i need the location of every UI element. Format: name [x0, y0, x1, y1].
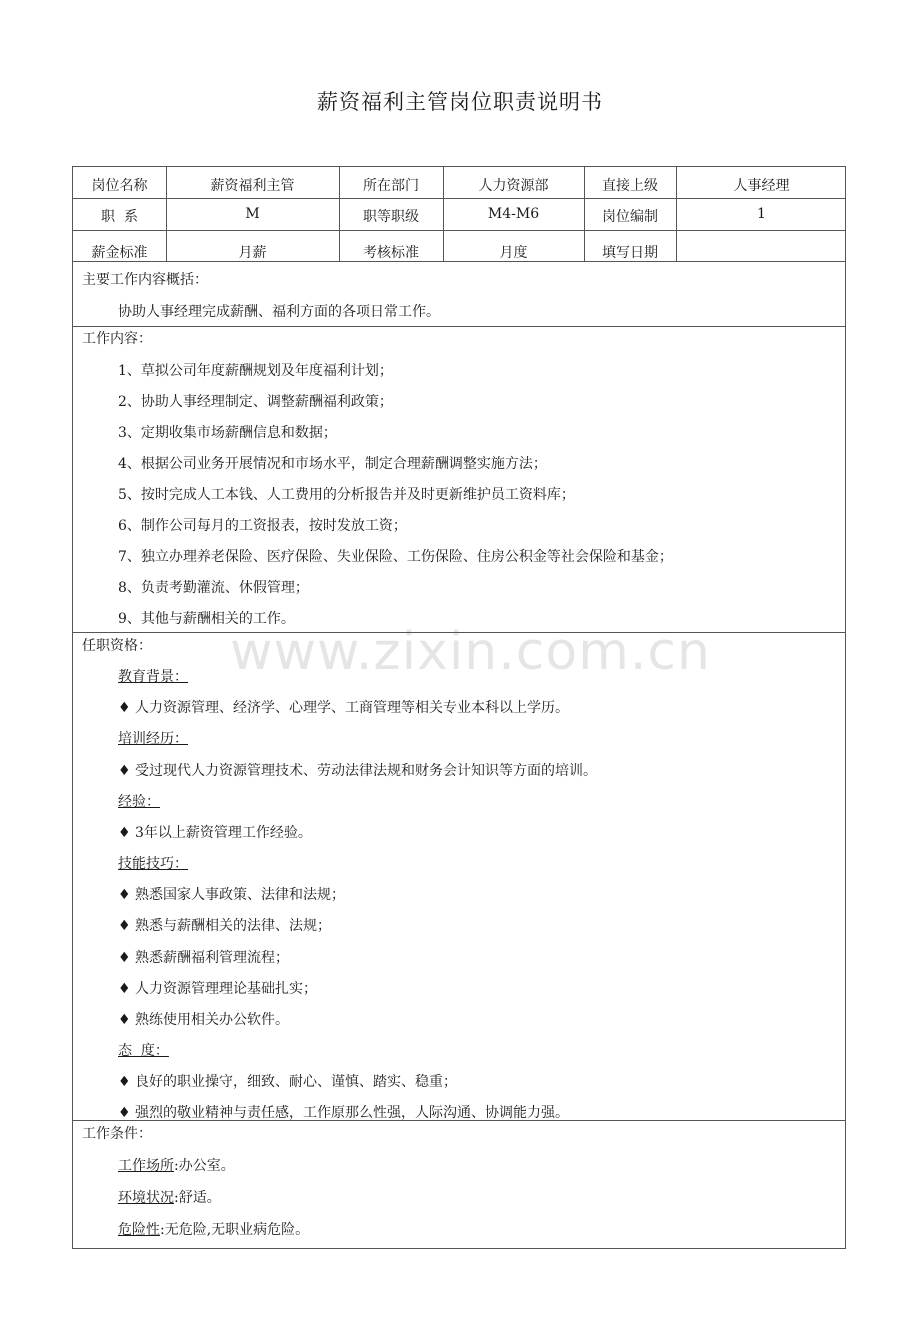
duty-item: 3、定期收集市场薪酬信息和数据； — [118, 425, 337, 441]
summary-text: 协助人事经理完成薪酬、福利方面的各项日常工作。 — [118, 304, 440, 320]
skill-item: ♦ 熟练使用相关办公软件。 — [118, 1012, 290, 1028]
value-salary-standard: 月薪 — [238, 245, 267, 261]
risk-value: :无危险,无职业病危险。 — [160, 1222, 310, 1238]
label-position-name: 岗位名称 — [91, 178, 148, 194]
skill-item: ♦ 熟悉国家人事政策、法律和法规； — [118, 887, 346, 903]
section-divider — [73, 326, 845, 327]
condition-risk — [118, 1219, 309, 1239]
skills-label: 技能技巧： — [118, 856, 188, 872]
attitude-label: 态 度： — [118, 1043, 169, 1059]
duty-item: 9、其他与薪酬相关的工作。 — [118, 611, 295, 627]
value-department: 人力资源部 — [478, 178, 549, 194]
skill-item: ♦ 熟悉与薪酬相关的法律、法规； — [118, 918, 332, 934]
row-divider — [73, 230, 845, 231]
place-label: 工作场所 — [118, 1158, 174, 1174]
skill-item: ♦ 人力资源管理理论基础扎实； — [118, 981, 318, 997]
label-job-family: 职 系 — [101, 209, 138, 225]
experience-item: ♦ 3年以上薪资管理工作经验。 — [118, 825, 312, 841]
education-item: ♦ 人力资源管理、经济学、心理学、工商管理等相关专业本科以上学历。 — [118, 700, 569, 716]
value-headcount: 1 — [757, 206, 766, 222]
page-title: 薪资福利主管岗位职责说明书 — [317, 90, 603, 114]
condition-environment — [118, 1187, 221, 1207]
skill-item: ♦ 熟悉薪酬福利管理流程； — [118, 950, 290, 966]
education-label: 教育背景： — [118, 669, 188, 685]
duty-item: 1、草拟公司年度薪酬规划及年度福利计划； — [118, 363, 393, 379]
experience-label: 经验： — [118, 794, 160, 810]
duty-item: 5、按时完成人工本钱、人工费用的分析报告并及时更新维护员工资料库； — [118, 487, 575, 503]
value-job-family: M — [245, 206, 260, 222]
job-description-table — [72, 166, 846, 1249]
value-grade: M4-M6 — [487, 206, 540, 222]
label-grade: 职等职级 — [363, 209, 419, 225]
place-value: :办公室。 — [174, 1158, 235, 1174]
duty-item: 8、负责考勤灌流、休假管理； — [118, 580, 309, 596]
duty-item: 4、根据公司业务开展情况和市场水平，制定合理薪酬调整实施方法； — [118, 456, 547, 472]
label-headcount: 岗位编制 — [602, 209, 658, 225]
label-department: 所在部门 — [363, 178, 419, 194]
risk-label: 危险性 — [118, 1222, 160, 1238]
environment-value: :舒适。 — [174, 1190, 221, 1206]
duty-item: 7、独立办理养老保险、医疗保险、失业保险、工伤保险、住房公积金等社会保险和基金； — [118, 549, 673, 565]
duty-item: 6、制作公司每月的工资报表，按时发放工资； — [118, 518, 407, 534]
label-fill-date: 填写日期 — [602, 245, 658, 261]
summary-heading: 主要工作内容概括： — [82, 272, 208, 288]
duties-heading: 工作内容： — [82, 331, 152, 347]
row-divider — [73, 198, 845, 199]
value-position-name: 薪资福利主管 — [210, 178, 295, 194]
value-supervisor: 人事经理 — [733, 178, 790, 194]
environment-label: 环境状况 — [118, 1190, 174, 1206]
label-salary-standard: 薪金标准 — [91, 245, 148, 261]
watermark: www.zixin.com.cn — [230, 622, 711, 682]
label-assessment: 考核标准 — [363, 245, 419, 261]
value-assessment: 月度 — [499, 245, 528, 261]
qualifications-heading: 任职资格： — [82, 638, 152, 654]
condition-place — [118, 1155, 235, 1175]
conditions-heading: 工作条件： — [82, 1126, 152, 1142]
attitude-item: ♦ 良好的职业操守，细致、耐心、谨慎、踏实、稳重； — [118, 1074, 457, 1090]
label-supervisor: 直接上级 — [602, 178, 658, 194]
training-item: ♦ 受过现代人力资源管理技术、劳动法律法规和财务会计知识等方面的培训。 — [118, 763, 597, 779]
section-divider — [73, 632, 845, 633]
training-label: 培训经历： — [118, 731, 188, 747]
duty-item: 2、协助人事经理制定、调整薪酬福利政策； — [118, 394, 393, 410]
attitude-item: ♦ 强烈的敬业精神与责任感，工作原那么性强，人际沟通、协调能力强。 — [118, 1105, 569, 1121]
